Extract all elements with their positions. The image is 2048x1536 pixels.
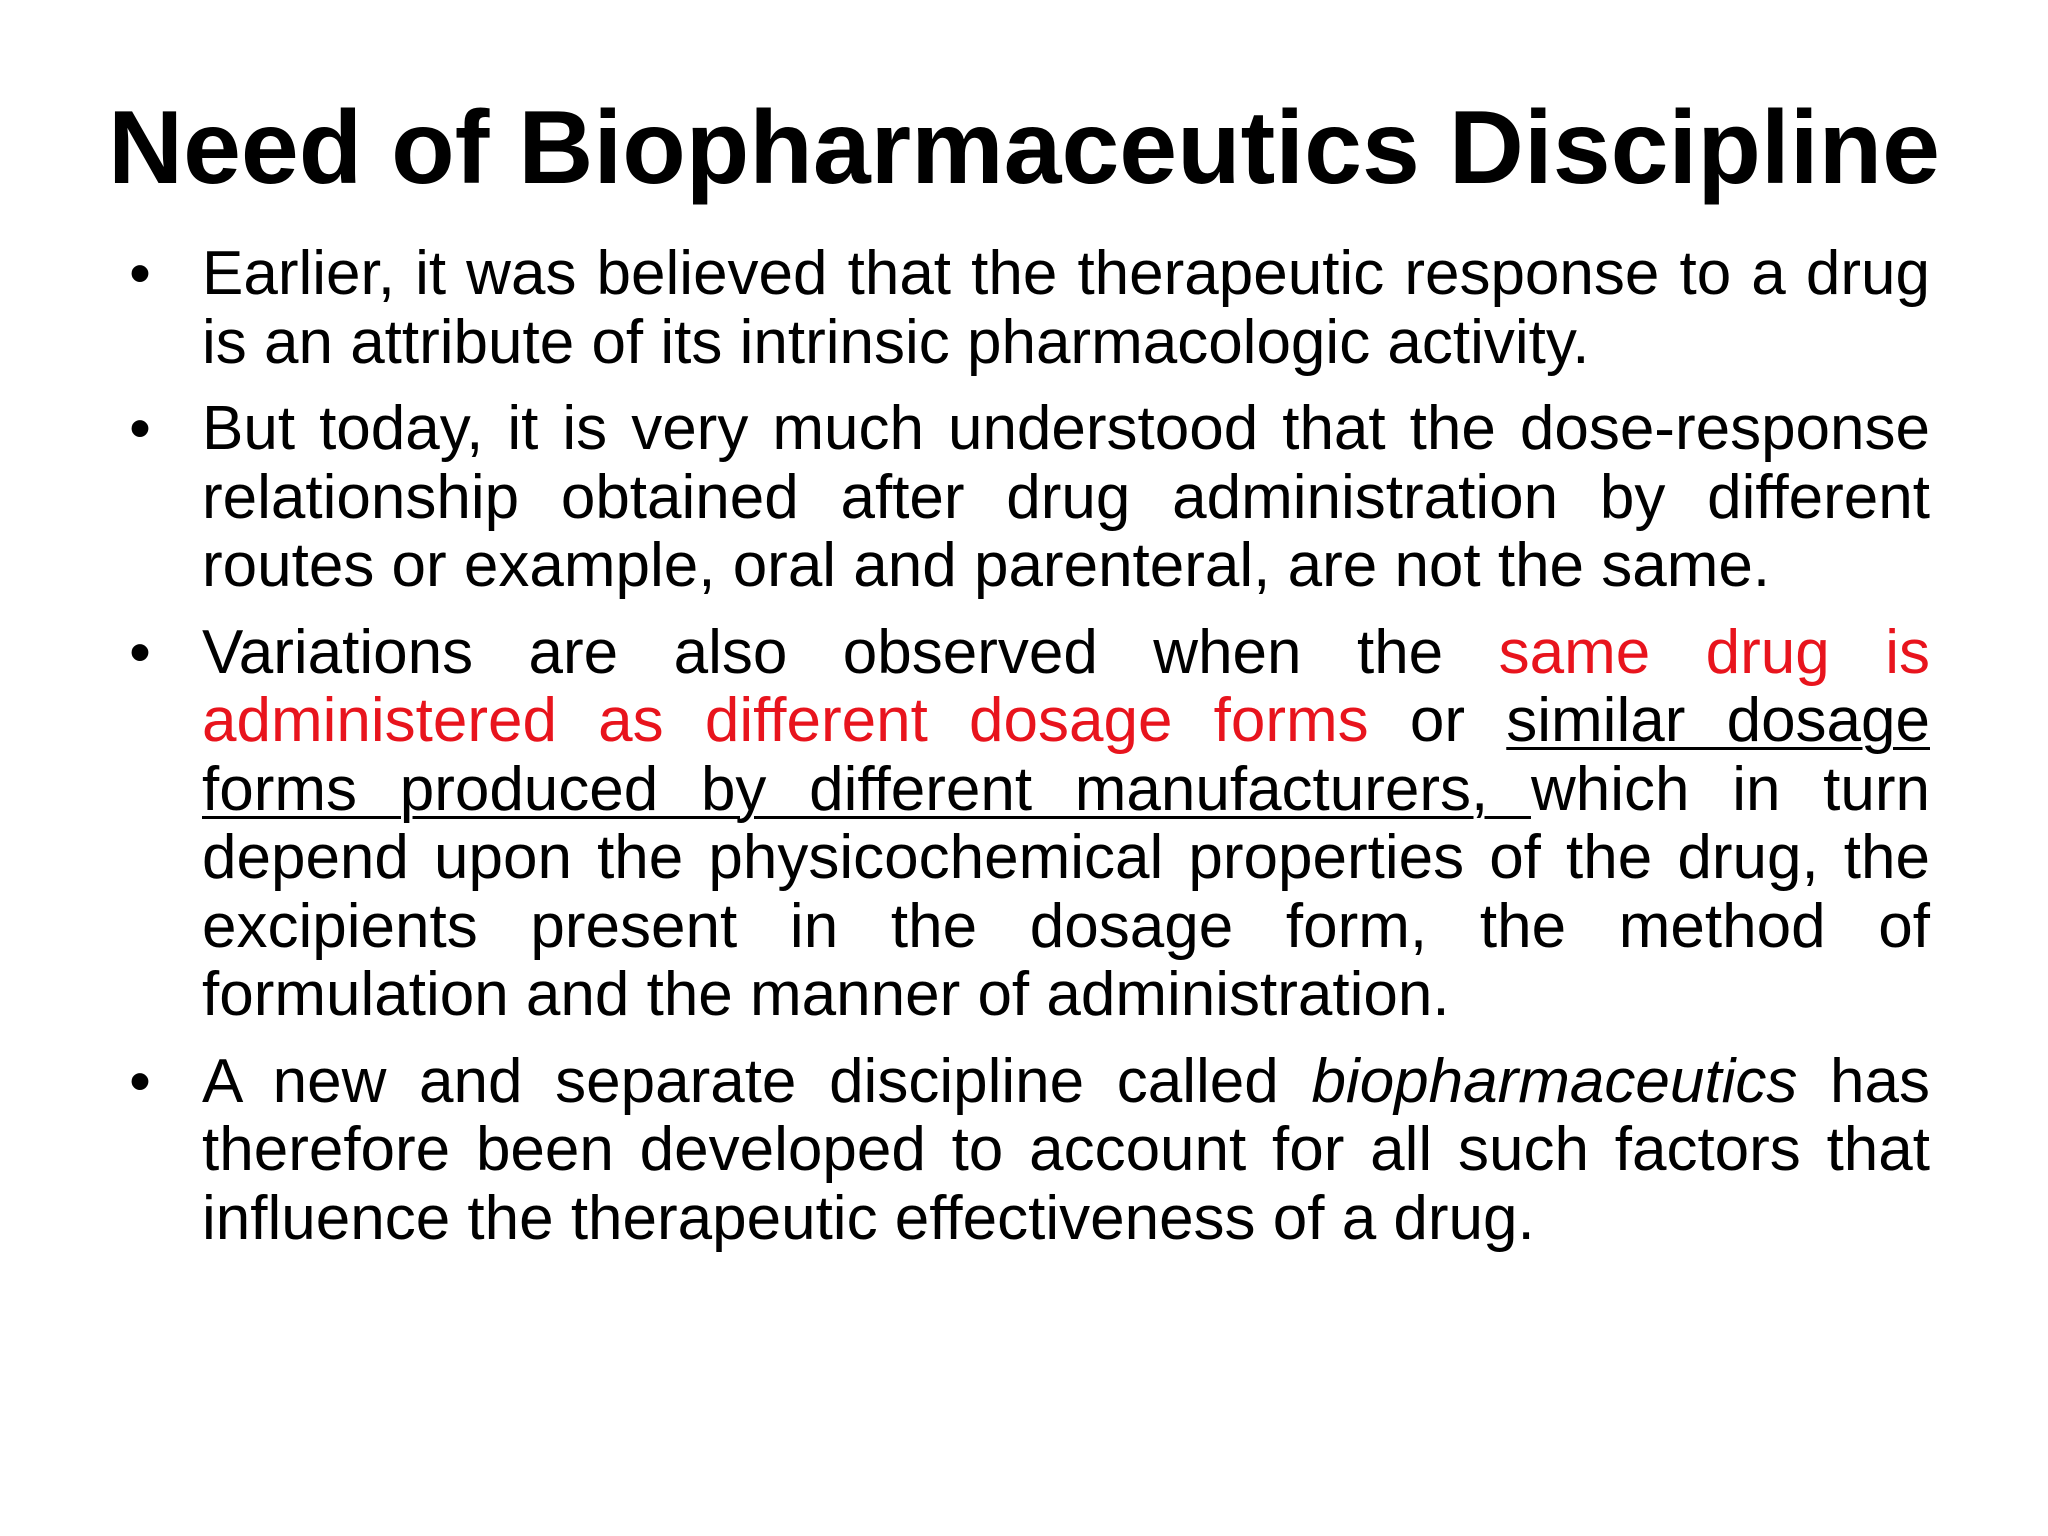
bullet-item-2: [129, 394, 1930, 601]
red-highlight-text: same drug is administered as different dosage forms: [202, 617, 1930, 755]
bullet-text-start: A new and separate discipline called: [202, 1046, 1312, 1116]
bullet-text: Earlier, it was believed that the therapeutic response to a drug is an attribute of its intrinsic pharmacologic activity.: [202, 239, 1930, 377]
slide-title: Need of Biopharmaceutics Discipline: [107, 90, 1941, 206]
bullet-list: [129, 239, 1930, 1271]
italic-term: biopharmaceutics: [1311, 1046, 1798, 1116]
bullet-text-end: has therefore been developed to account for all such factors that influence the therapeutic effectiveness of a drug.: [202, 1046, 1930, 1253]
bullet-item-3: [129, 617, 1930, 1030]
bullet-text: But today, it is very much understood that the dose-response relationship obtained after drug administration by different routes or example, oral and parenteral, are not the same.: [202, 394, 1930, 600]
bullet-text-connector: or: [1368, 686, 1507, 755]
bullet-marker: •: [129, 1046, 151, 1116]
bullet-text-end: which in turn depend upon the physicochemical properties of the drug, the excipients present in the dosage form, the method of formulation and the manner of administration.: [202, 754, 1930, 1029]
bullet-item-1: [129, 239, 1930, 377]
bullet-marker: •: [129, 617, 151, 687]
bullet-marker: •: [129, 394, 151, 463]
bullet-text-start: Variations are also observed when the: [202, 617, 1499, 687]
underlined-text: similar dosage forms produced by different manufacturers,: [202, 686, 1930, 824]
bullet-item-4: [129, 1046, 1930, 1254]
bullet-marker: •: [129, 239, 151, 308]
